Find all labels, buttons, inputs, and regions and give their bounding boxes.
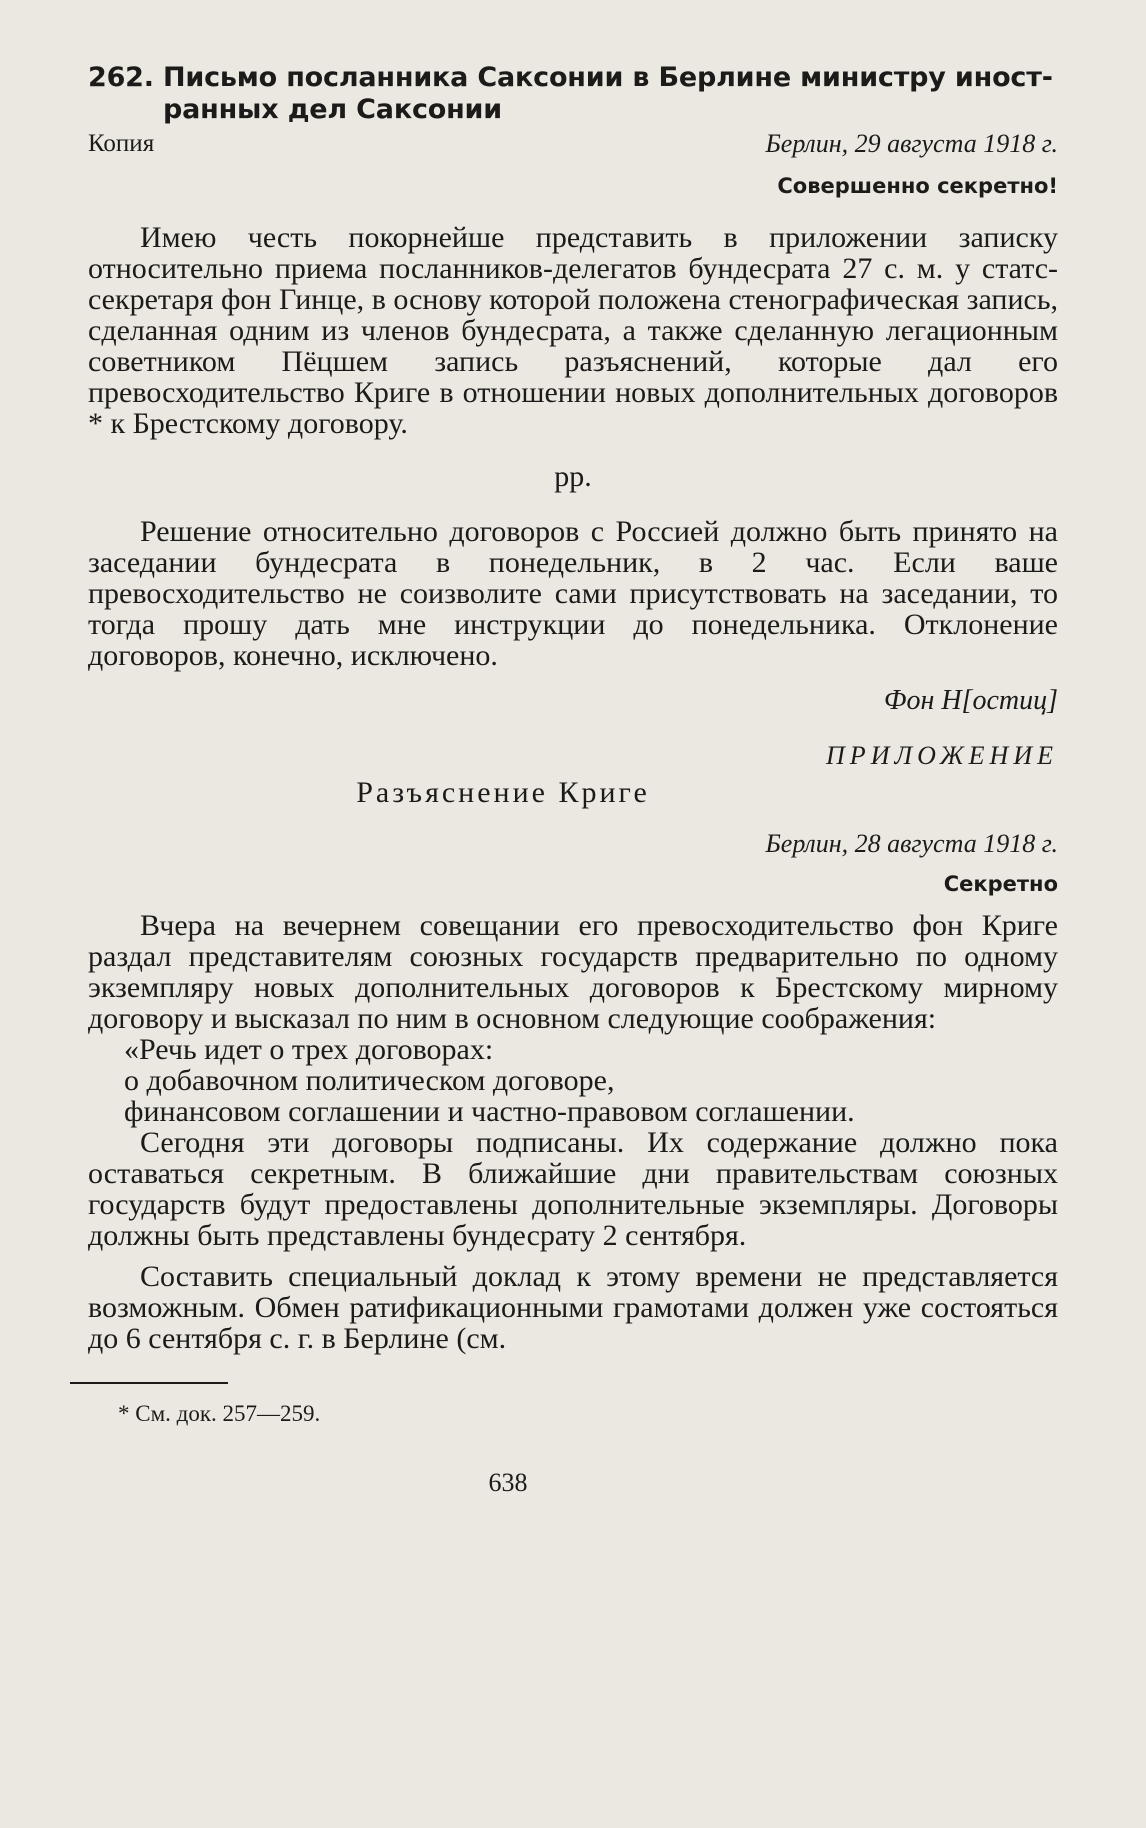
letter-paragraph-2: Решение относительно договоров с Россией должно быть принято на заседании бундесрата в понедельник, в 2 час. Если ваше превосходительство не соизволите сами присутствовать на заседании, то тогда прошу дать мне инструкции до понедельника. Отклонение договоров, конечно, исключено. <box>88 515 1058 672</box>
quote-line-1: «Речь идет о трех договорах: <box>124 1033 494 1066</box>
document-title: Письмо посланника Саксонии в Берлине министру иностранных дел Саксонии <box>163 62 1053 125</box>
classification-label: Совершенно секретно! <box>777 174 1058 198</box>
document-heading <box>88 62 1058 126</box>
document-number: 262. <box>88 62 154 93</box>
appendix-label: ПРИЛОЖЕНИЕ <box>826 741 1058 770</box>
appendix-paragraph-2: Сегодня эти договоры подписаны. Их содержание должно пока оставаться секретным. В ближайшие дни правительствам союзных государств будут предоставлены дополнительные экземпляры. Договоры должны быть представлены бундесрату 2 сентября. <box>88 1126 1058 1252</box>
copy-label: Копия <box>88 130 155 157</box>
letter-paragraph-1: Имею честь покорнейше представить в приложении записку относительно приема посланников-делегатов бундесрата 27 с. м. у статс-секретаря фон Гинце, в основу которой положена стенографическая запись, сделанная одним из членов бундесрата, а также сделанную легационным советником Пёцшем запись разъяснений, которые дал его превосходительство Криге в отношении новых дополнительных договоров * к Брестскому договору. <box>88 221 1058 440</box>
quote-line-3: финансовом соглашении и частно-правовом соглашении. <box>124 1095 855 1128</box>
footnote: * См. док. 257—259. <box>118 1401 321 1426</box>
appendix-paragraph-3: Составить специальный доклад к этому времени не представляется возможным. Обмен ратификационными грамотами должен уже состояться до 6 сентября с. г. в Берлине (см. <box>88 1260 1058 1355</box>
appendix-classification: Секретно <box>943 872 1058 896</box>
letter-date: Берлин, 29 августа 1918 г. <box>765 129 1058 158</box>
appendix-date: Берлин, 28 августа 1918 г. <box>765 829 1058 858</box>
document-page <box>88 62 1058 1498</box>
footnote-divider <box>70 1382 228 1384</box>
quote-line-2: о добавочном политическом договоре, <box>124 1064 615 1097</box>
appendix-title: Разъяснение Криге <box>356 776 650 809</box>
copy-date-line <box>88 128 1058 159</box>
signature: Фон Н[остиц] <box>883 685 1058 716</box>
pp-mark: рр. <box>554 460 592 493</box>
appendix-paragraph-1: Вчера на вечернем совещании его превосходительство фон Криге раздал представителям союзных государств предварительно по одному экземпляру новых дополнительных договоров к Брестскому мирному договору и высказал по ним в основном следующие соображения: <box>88 909 1058 1035</box>
page-number: 638 <box>488 1468 528 1497</box>
